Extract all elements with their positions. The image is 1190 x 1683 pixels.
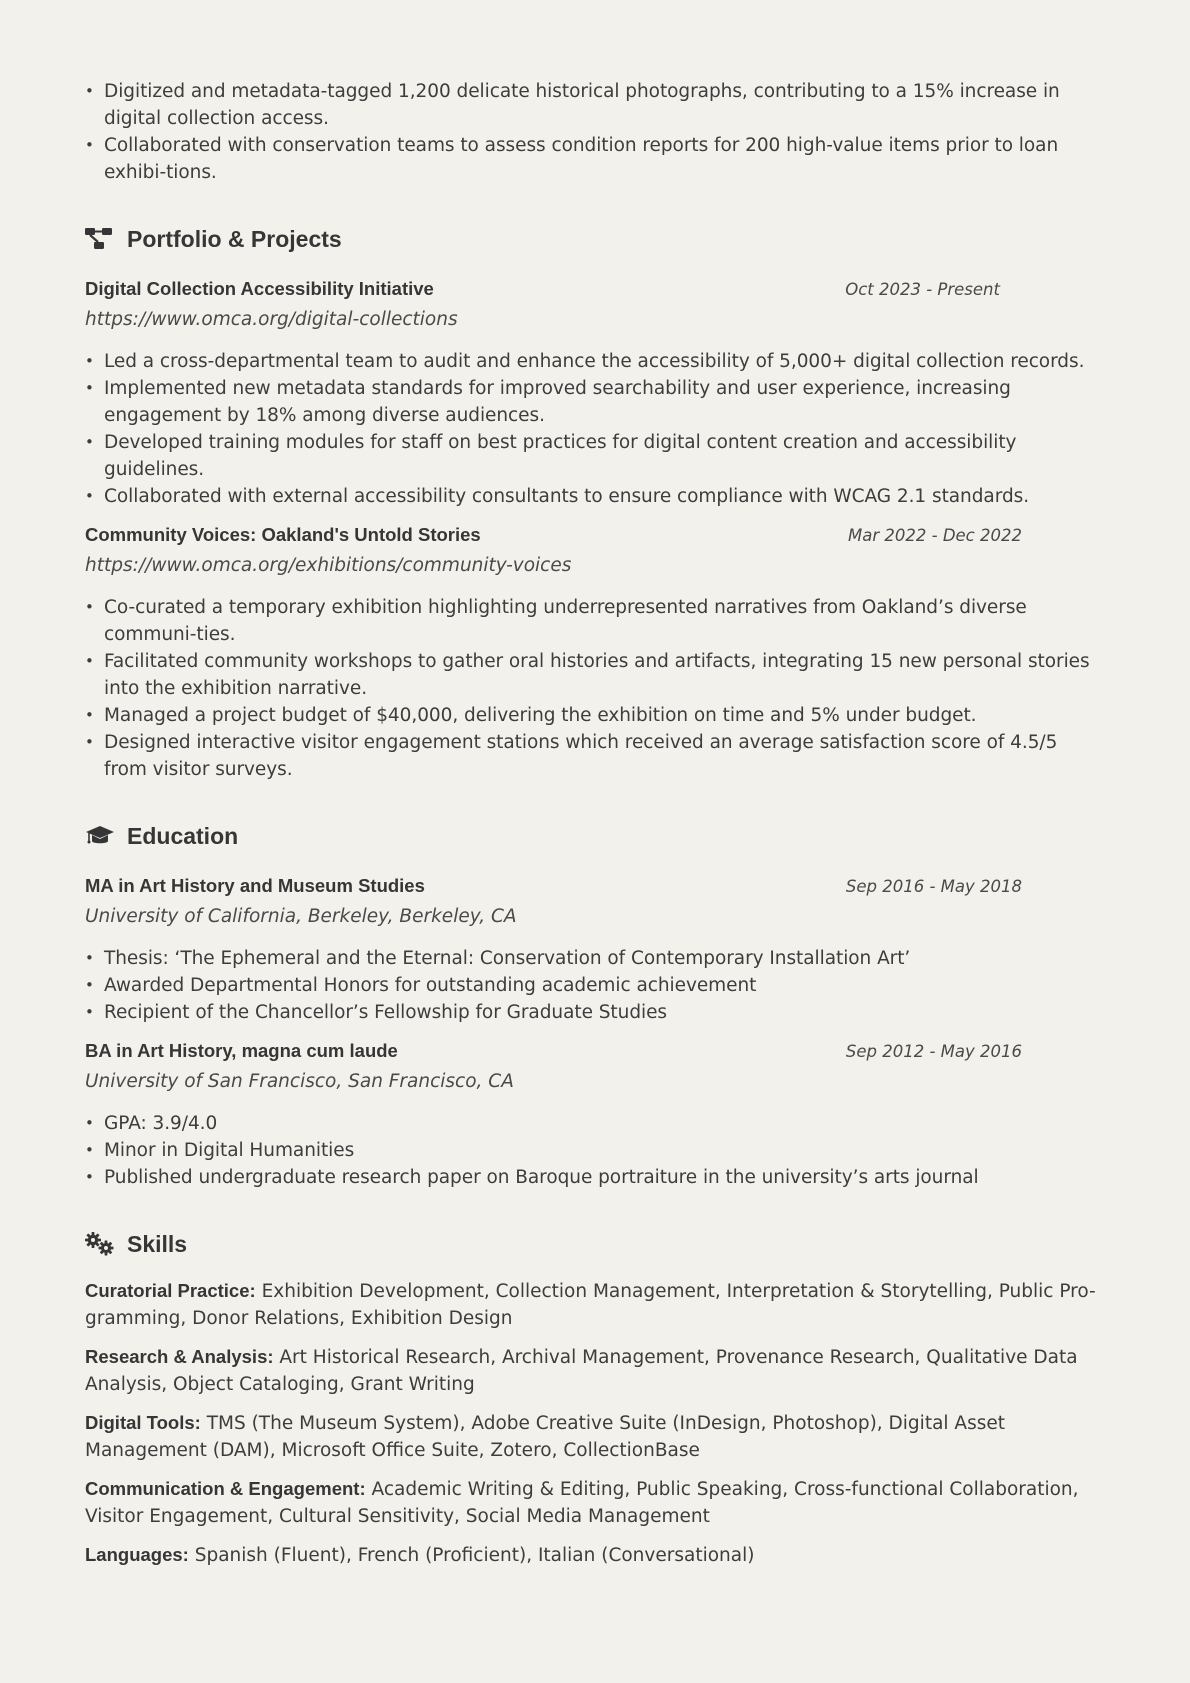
skill-label: Digital Tools: xyxy=(85,1412,201,1433)
project-bullets xyxy=(85,594,1105,783)
project-bullets xyxy=(85,348,1105,510)
skill-value: Exhibition Development, Collection Management, Interpretation & Storytelling, Public Pro-gramming, Donor Relations, Exhibition Design xyxy=(85,1281,1096,1329)
skills-section xyxy=(85,1229,1105,1569)
education-bullets xyxy=(85,945,1105,1026)
project-date: Oct 2023 - Present xyxy=(845,280,1000,299)
resume-page xyxy=(85,78,1105,1569)
skill-label: Curatorial Practice: xyxy=(85,1280,256,1301)
project-diagram-icon xyxy=(85,226,115,252)
list-item: • Developed training modules for staff on best practices for digital content creation and accessibility guidelines. xyxy=(104,429,1105,483)
portfolio-section-header xyxy=(85,224,1105,254)
graduation-cap-icon xyxy=(85,823,115,849)
list-item: • Co-curated a temporary exhibition highlighting underrepresented narratives from Oakland’s diverse communi-ties. xyxy=(104,594,1105,648)
skill-value: Art Historical Research, Archival Management, Provenance Research, Qualitative Data Analysis, Object Cataloging, Grant Writing xyxy=(85,1347,1078,1395)
project-link[interactable]: https://www.omca.org/exhibitions/community-voices xyxy=(85,555,572,576)
skill-label: Communication & Engagement: xyxy=(85,1478,366,1499)
list-item: • Published undergraduate research paper on Baroque portraiture in the university’s arts journal xyxy=(104,1164,1105,1191)
list-item: • Thesis: ‘The Ephemeral and the Eternal: Conservation of Contemporary Installation Art’ xyxy=(104,945,1105,972)
section-title: Skills xyxy=(127,1230,188,1257)
project-title: Digital Collection Accessibility Initiative xyxy=(85,278,434,299)
skill-value: TMS (The Museum System), Adobe Creative Suite (InDesign, Photoshop), Digital Asset Management (DAM), Microsoft Office Suite, Zotero, CollectionBase xyxy=(85,1413,1005,1461)
list-item: • Awarded Departmental Honors for outstanding academic achievement xyxy=(104,972,1105,999)
list-item: • Implemented new metadata standards for improved searchability and user experience, increasing engagement by 18% among diverse audiences. xyxy=(104,375,1105,429)
skill-row xyxy=(85,1541,1105,1569)
section-title: Education xyxy=(127,822,239,849)
project-header xyxy=(85,524,1022,546)
institution: University of California, Berkeley, Berkeley, CA xyxy=(85,906,517,927)
list-item: • Collaborated with external accessibility consultants to ensure compliance with WCAG 2.1 standards. xyxy=(104,483,1105,510)
education-date: Sep 2012 - May 2016 xyxy=(845,1042,1022,1061)
education-header xyxy=(85,875,1022,897)
project-entry xyxy=(85,524,1105,783)
skills-section-header xyxy=(85,1229,1105,1259)
skill-row xyxy=(85,1409,1105,1464)
list-item: • Designed interactive visitor engagement stations which received an average satisfaction score of 4.5/5 from visitor surveys. xyxy=(104,729,1105,783)
list-item: • Managed a project budget of $40,000, delivering the exhibition on time and 5% under budget. xyxy=(104,702,1105,729)
section-title: Portfolio & Projects xyxy=(127,225,342,252)
degree-title: MA in Art History and Museum Studies xyxy=(85,875,425,896)
skill-value: Academic Writing & Editing, Public Speaking, Cross-functional Collaboration, Visitor Engagement, Cultural Sensitivity, Social Media Management xyxy=(85,1479,1079,1527)
list-item: • Digitized and metadata-tagged 1,200 delicate historical photographs, contributing to a 15% increase in digital collection access. xyxy=(104,78,1105,132)
list-item: • Led a cross-departmental team to audit and enhance the accessibility of 5,000+ digital collection records. xyxy=(104,348,1105,375)
list-item: • Collaborated with conservation teams to assess condition reports for 200 high-value items prior to loan exhibi-tions. xyxy=(104,132,1105,186)
project-date: Mar 2022 - Dec 2022 xyxy=(848,526,1022,545)
portfolio-section xyxy=(85,224,1105,783)
skill-row xyxy=(85,1277,1105,1332)
education-header xyxy=(85,1040,1022,1062)
project-link[interactable]: https://www.omca.org/digital-collections xyxy=(85,309,458,330)
education-section xyxy=(85,821,1105,1191)
project-entry xyxy=(85,278,1105,510)
education-date: Sep 2016 - May 2018 xyxy=(845,877,1022,896)
degree-title: BA in Art History, magna cum laude xyxy=(85,1040,398,1061)
list-item: • Facilitated community workshops to gather oral histories and artifacts, integrating 15 new personal stories into the exhibition narrative. xyxy=(104,648,1105,702)
skill-label: Languages: xyxy=(85,1544,189,1565)
education-entry xyxy=(85,1040,1105,1191)
skill-row xyxy=(85,1343,1105,1398)
project-title: Community Voices: Oakland's Untold Stories xyxy=(85,524,481,545)
institution: University of San Francisco, San Francisco, CA xyxy=(85,1071,514,1092)
skills-list xyxy=(85,1277,1105,1569)
education-section-header xyxy=(85,821,1105,851)
education-bullets xyxy=(85,1110,1105,1191)
previous-experience-bullets xyxy=(85,78,1105,186)
list-item: • GPA: 3.9/4.0 xyxy=(104,1110,1105,1137)
education-entry xyxy=(85,875,1105,1026)
list-item: • Minor in Digital Humanities xyxy=(104,1137,1105,1164)
project-header xyxy=(85,278,1022,300)
skill-label: Research & Analysis: xyxy=(85,1346,274,1367)
skill-row xyxy=(85,1475,1105,1530)
skill-value: Spanish (Fluent), French (Proficient), Italian (Conversational) xyxy=(194,1545,755,1566)
list-item: • Recipient of the Chancellor’s Fellowship for Graduate Studies xyxy=(104,999,1105,1026)
cogs-icon xyxy=(85,1231,115,1257)
